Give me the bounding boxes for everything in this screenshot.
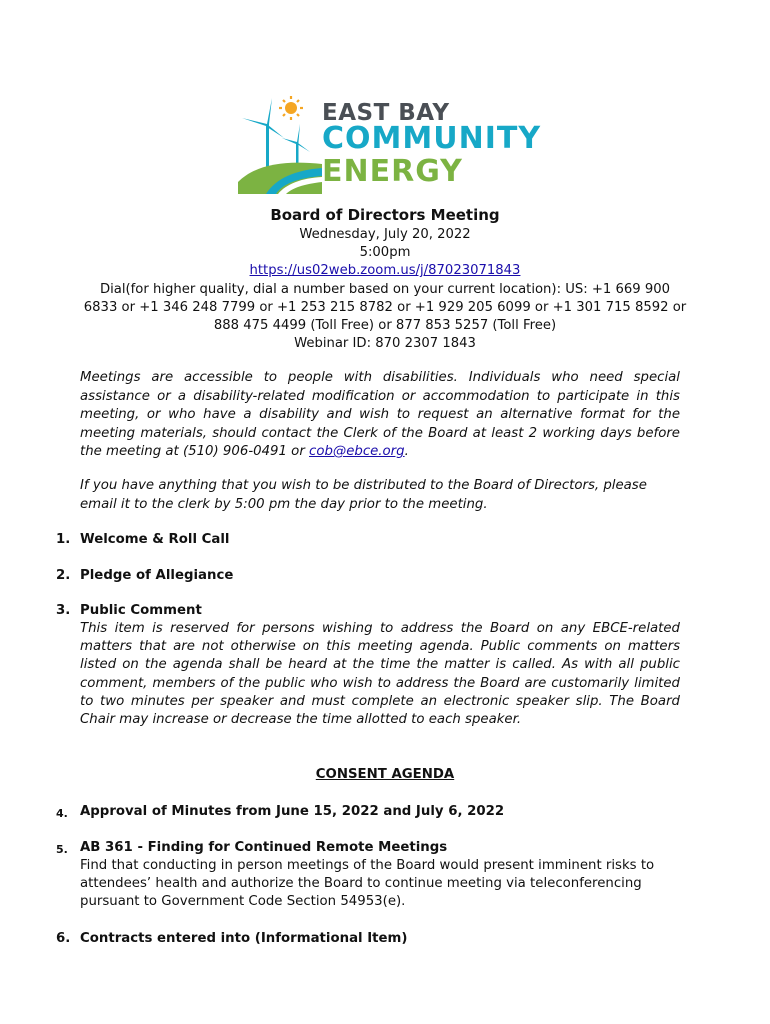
- dial-line-3: 888 475 4499 (Toll Free) or 877 853 5257 (Toll Free): [213, 318, 557, 334]
- item-title: Pledge of Allegiance: [80, 568, 234, 583]
- item-title: Contracts entered into (Informational Item): [80, 931, 408, 946]
- clerk-email-link[interactable]: cob@ebce.org: [309, 444, 405, 459]
- meeting-title: Board of Directors Meeting: [270, 206, 500, 224]
- item-number: 2.: [56, 568, 71, 583]
- item-number: 5.: [56, 843, 68, 856]
- webinar-id: Webinar ID: 870 2307 1843: [294, 336, 476, 352]
- item-description: Find that conducting in person meetings of the Board would present imminent risks to attendees’ health and authorize the Board to continue meeting via teleconferencing pursuant to Government Code Section 54953(e).: [80, 858, 655, 910]
- accessibility-end: .: [404, 444, 409, 459]
- distribution-paragraph: If you have anything that you wish to be distributed to the Board of Directors, please email it to the clerk by 5:00 pm the day prior to the meeting.: [80, 478, 647, 512]
- dial-line-1: Dial(for higher quality, dial a number based on your current location): US: +1 669 900: [99, 281, 671, 297]
- meeting-time: 5:00pm: [359, 245, 411, 261]
- logo-line-energy: ENERGY: [322, 154, 463, 189]
- item-number: 4.: [56, 807, 68, 820]
- item-number: 1.: [56, 532, 71, 547]
- logo-line-east-bay: EAST BAY: [322, 100, 450, 126]
- item-number: 6.: [56, 931, 71, 946]
- item-title: Welcome & Roll Call: [80, 532, 230, 547]
- accessibility-paragraph: [80, 369, 680, 462]
- consent-agenda-heading: CONSENT AGENDA: [315, 767, 455, 782]
- accessibility-text: Meetings are accessible to people with disabilities. Individuals who need special assistance or a disability-related modification or accommodation to participate in this meeting, or who have a disability and wish to request an alternative format for the meeting materials, should contact the Clerk of the Board at least 2 working days before the meeting at (510) 906-0491 or: [80, 370, 680, 459]
- meeting-header: [60, 205, 710, 353]
- wind-turbine-sun-icon: [236, 94, 326, 194]
- item-description: This item is reserved for persons wishing to address the Board on any EBCE-related matters that are not otherwise on this meeting agenda. Public comments on matters listed on the agenda shall be heard at the time the matter is called. As with all public comment, members of the public who wish to address the Board are customarily limited to two minutes per speaker and must complete an electronic speaker slip. The Board Chair may increase or decrease the time allotted to each speaker.: [80, 621, 680, 728]
- ebce-logo: [236, 94, 542, 194]
- zoom-link[interactable]: https://us02web.zoom.us/j/87023071843: [249, 263, 521, 279]
- meeting-date: Wednesday, July 20, 2022: [299, 227, 471, 242]
- item-title: Approval of Minutes from June 15, 2022 and July 6, 2022: [80, 804, 505, 819]
- item-number: 3.: [56, 603, 71, 618]
- item-title: AB 361 - Finding for Continued Remote Meetings: [80, 840, 448, 855]
- dial-line-2: 6833 or +1 346 248 7799 or +1 253 215 8782 or +1 929 205 6099 or +1 301 715 8592 or: [83, 299, 687, 315]
- item-title: Public Comment: [80, 603, 202, 618]
- logo-line-community: COMMUNITY: [322, 121, 542, 156]
